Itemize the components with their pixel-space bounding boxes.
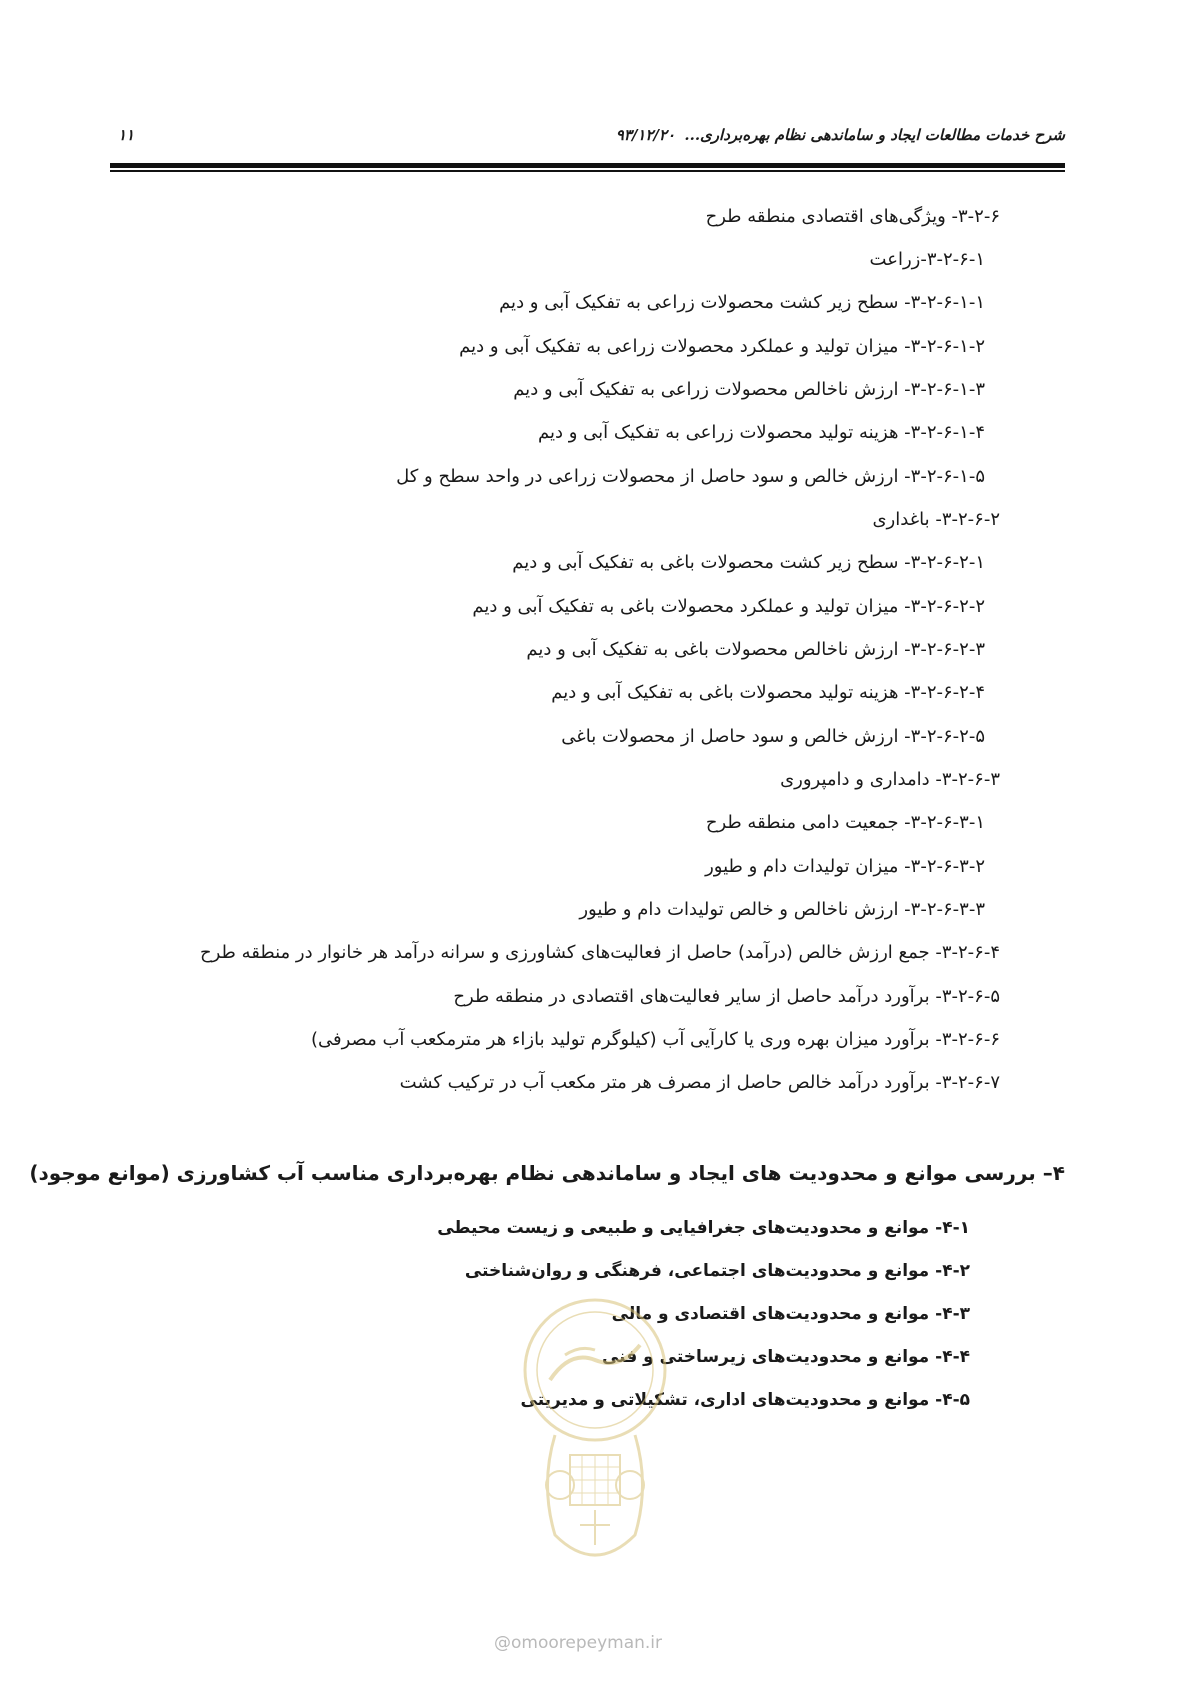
header-date: ۹۳/۱۲/۲۰ [615,126,675,144]
section-4-title: ۴– بررسی موانع و محدودیت های ایجاد و ساماندهی نظام بهره‌برداری مناسب آب کشاورزی (موانع موجود) [29,1161,1065,1185]
toc-item: ۳-۲-۶-۳-۲- میزان تولیدات دام و طیور [705,856,985,877]
header-rule-thick [110,163,1065,168]
watermark-url: @omoorepeyman.ir [494,1633,663,1653]
section-4-item: ۴-۲- موانع و محدودیت‌های اجتماعی، فرهنگی و روان‌شناختی [464,1261,970,1281]
toc-item: ۳-۲-۶-۲-۲- میزان تولید و عملکرد محصولات باغی به تفکیک آبی و دیم [472,596,985,617]
toc-item: ۳-۲-۶-۵- برآورد درآمد حاصل از سایر فعالیت‌های اقتصادی در منطقه طرح [453,986,1000,1007]
section-4-item: ۴-۱- موانع و محدودیت‌های جغرافیایی و طبیعی و زیست محیطی [437,1218,970,1238]
toc-item: ۳-۲-۶-۲- باغداری [872,509,1000,530]
toc-item: ۳-۲-۶-۱-زراعت [869,249,985,270]
toc-item: ۳-۲-۶-۳-۳- ارزش ناخالص و خالص تولیدات دام و طیور [579,899,985,920]
toc-item: ۳-۲-۶-۱-۳- ارزش ناخالص محصولات زراعی به تفکیک آبی و دیم [513,379,985,400]
toc-item: ۳-۲-۶-۱-۴- هزینه تولید محصولات زراعی به تفکیک آبی و دیم [538,422,985,443]
toc-item: ۳-۲-۶-۲-۳- ارزش ناخالص محصولات باغی به تفکیک آبی و دیم [526,639,985,660]
toc-item: ۳-۲-۶-۳- دامداری و دامپروری [780,769,1000,790]
toc-item: ۳-۲-۶-۶- برآورد میزان بهره وری یا کارآیی آب (کیلوگرم تولید بازاء هر مترمکعب آب مصرفی) [310,1029,1000,1050]
page-number: ۱۱ [118,126,135,144]
section-4-item: ۴-۳- موانع و محدودیت‌های اقتصادی و مالی [611,1304,970,1324]
page-header [110,126,1065,152]
toc-item: ۳-۲-۶-۲-۴- هزینه تولید محصولات باغی به تفکیک آبی و دیم [551,682,985,703]
toc-item: ۳-۲-۶-۲-۵- ارزش خالص و سود حاصل از محصولات باغی [561,726,985,747]
section-4-item: ۴-۵- موانع و محدودیت‌های اداری، تشکیلاتی و مدیریتی [520,1390,970,1410]
toc-item: ۳-۲-۶- ویژگی‌های اقتصادی منطقه طرح [705,206,1000,227]
section-4-item: ۴-۴- موانع و محدودیت‌های زیرساختی و فنی [601,1347,970,1367]
toc-item: ۳-۲-۶-۴- جمع ارزش خالص (درآمد) حاصل از فعالیت‌های کشاورزی و سرانه درآمد هر خانوار در منطقه طرح [200,942,1000,963]
watermark-seal-icon [480,1285,710,1585]
toc-item: ۳-۲-۶-۲-۱- سطح زیر کشت محصولات باغی به تفکیک آبی و دیم [512,552,985,573]
toc-item: ۳-۲-۶-۷- برآورد درآمد خالص حاصل از مصرف هر متر مکعب آب در ترکیب کشت [399,1072,1000,1093]
toc-item: ۳-۲-۶-۱-۱- سطح زیر کشت محصولات زراعی به تفکیک آبی و دیم [499,292,985,313]
toc-item: ۳-۲-۶-۳-۱- جمعیت دامی منطقه طرح [705,812,985,833]
header-title: شرح خدمات مطالعات ایجاد و ساماندهی نظام بهره‌برداری... [684,126,1065,144]
toc-item: ۳-۲-۶-۱-۲- میزان تولید و عملکرد محصولات زراعی به تفکیک آبی و دیم [459,336,985,357]
toc-item: ۳-۲-۶-۱-۵- ارزش خالص و سود حاصل از محصولات زراعی در واحد سطح و کل [396,466,985,487]
header-rule-thin [110,170,1065,172]
